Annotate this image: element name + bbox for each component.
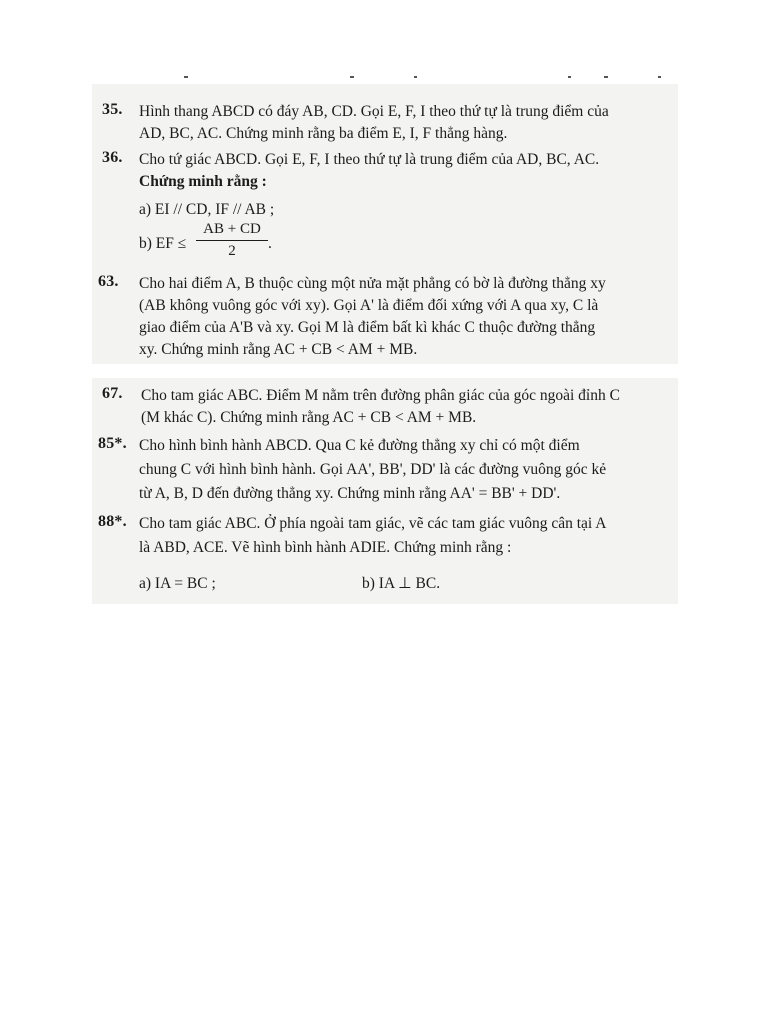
problem-part-b-label: b) EF ≤ <box>139 235 187 252</box>
fraction-numerator: AB + CD <box>203 221 261 237</box>
problem-text-line: từ A, B, D đến đường thẳng xy. Chứng minh rằng AA' = BB' + DD'. <box>139 485 561 502</box>
punctuation: . <box>268 235 272 252</box>
problem-number: 35. <box>102 101 123 118</box>
problem-number: 88*. <box>98 513 127 530</box>
problem-text-line: giao điểm của A'B và xy. Gọi M là điểm bất kì khác C thuộc đường thẳng <box>139 319 596 336</box>
fraction-bar <box>196 240 268 241</box>
problem-number: 63. <box>98 273 119 290</box>
problem-number: 67. <box>102 385 123 402</box>
problem-part-a: a) EI // CD, IF // AB ; <box>139 201 275 218</box>
problem-text-line: Cho tam giác ABC. Ở phía ngoài tam giác, vẽ các tam giác vuông cân tại A <box>139 515 607 532</box>
fraction <box>196 221 268 260</box>
problem-part-a: a) IA = BC ; <box>139 575 216 592</box>
problem-number: 85*. <box>98 435 127 452</box>
problem-text-line: Cho hai điểm A, B thuộc cùng một nửa mặt phẳng có bờ là đường thẳng xy <box>139 275 606 292</box>
problem-number: 36. <box>102 149 123 166</box>
problem-text-line: Cho hình bình hành ABCD. Qua C kẻ đường thẳng xy chỉ có một điểm <box>139 437 580 454</box>
problem-text-line: AD, BC, AC. Chứng minh rằng ba điểm E, I, F thẳng hàng. <box>139 125 508 142</box>
problem-text-line: Cho tứ giác ABCD. Gọi E, F, I theo thứ tự là trung điểm của AD, BC, AC. <box>139 151 600 168</box>
problem-text-line: (AB không vuông góc với xy). Gọi A' là điểm đối xứng với A qua xy, C là <box>139 297 599 314</box>
problem-text-line: Hình thang ABCD có đáy AB, CD. Gọi E, F, I theo thứ tự là trung điểm của <box>139 103 609 120</box>
problem-part-b: b) IA ⊥ BC. <box>362 575 441 592</box>
problem-text-line: Chứng minh rằng : <box>139 173 267 190</box>
problem-text-line: (M khác C). Chứng minh rằng AC + CB < AM + MB. <box>141 409 477 426</box>
problem-text-line: Cho tam giác ABC. Điểm M nằm trên đường phân giác của góc ngoài đỉnh C <box>141 387 620 404</box>
fraction-denominator: 2 <box>228 243 236 259</box>
cropped-text-fragment <box>92 70 678 84</box>
problem-text-line: xy. Chứng minh rằng AC + CB < AM + MB. <box>139 341 418 358</box>
problem-text-line: là ABD, ACE. Vẽ hình bình hành ADIE. Chứng minh rằng : <box>139 539 512 556</box>
problem-text-line: chung C với hình bình hành. Gọi AA', BB', DD' là các đường vuông góc kẻ <box>139 461 607 478</box>
